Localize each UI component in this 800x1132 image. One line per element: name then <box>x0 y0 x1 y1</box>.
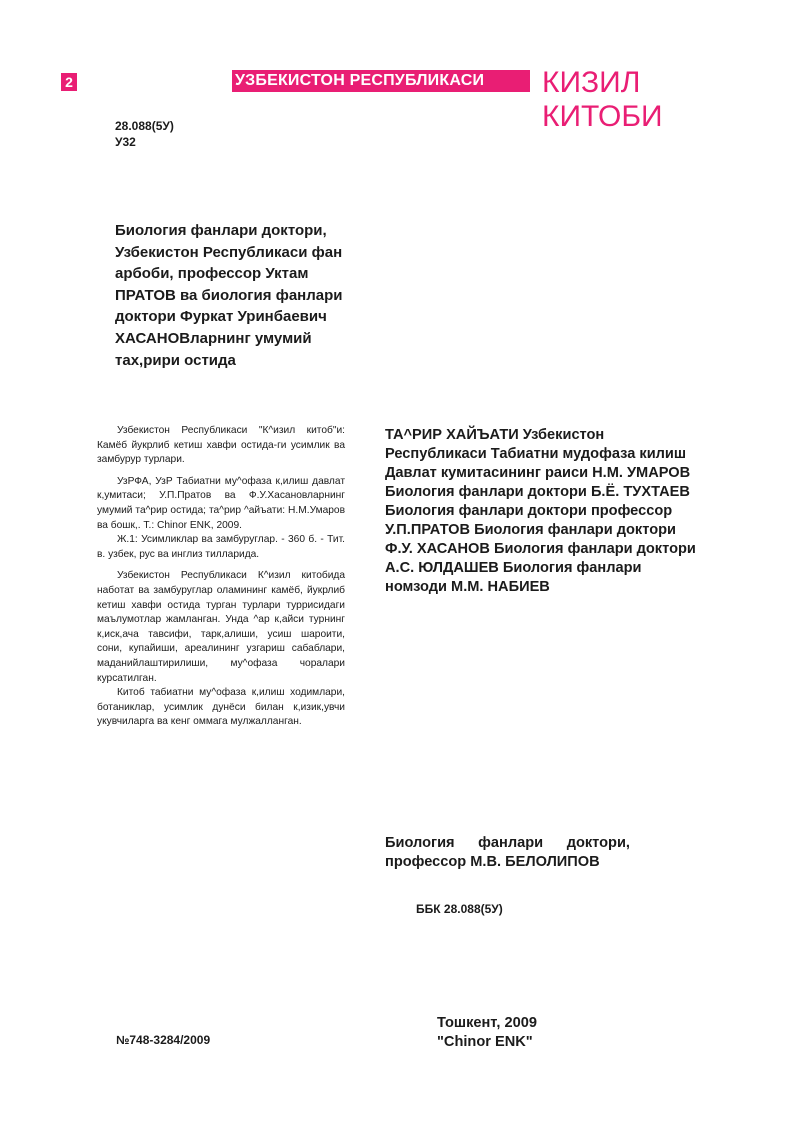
book-title-line2: КИТОБИ <box>542 100 663 133</box>
order-number: №748-3284/2009 <box>116 1033 211 1047</box>
bbk-code: ББК 28.088(5У) <box>416 902 503 916</box>
abstract-paragraph-publication: УзРФА, УзР Табиатни му^офаза к,илиш давлат к,умитаси; У.П.Пратов ва Ф.У.Хасановларнинг умумий та^рир остида; та^рир ^айъати: Н.М.Умаров ва бошк,. Т.: Chinor ENK, 2009. <box>97 475 345 531</box>
reviewer: Биология фанлари доктори, профессор М.В. БЕЛОЛИПОВ <box>385 835 630 870</box>
abstract-paragraph-content: Узбекистон Республикаси К^изил китобида наботат ва замбуруглар оламининг камёб, йукрлиб кетиш хавфи остида турган турлари туррисидаги маълумотлар жамланган. Унда ^ар к,айси турнинг к,иск,ача тавсифи, тарк,алиши, усиш шароити, сони, купайиши, ареалининг узгариш сабаблари, маданийлаштирилиши, му^офаза чоралари курсатилган. <box>97 570 345 684</box>
editors-statement: Биология фанлари доктори, Узбекистон Республикаси фан арбоби, профессор Уктам ПРАТОВ ва биология фанлари доктори Фуркат Уринбаевич ХАСАНОВларнинг умумий тах,рири остида <box>115 222 343 369</box>
editorial-board: ТА^РИР ХАЙЪАТИ Узбекистон Республикаси Табиатни мудофаза килиш Давлат кумитасининг раиси Н.М. УМАРОВ Биология фанлари доктори Б.Ё. ТУХТАЕВ Биология фанлари доктори профессор У.П.ПРАТОВ Биология фанлари доктори Ф.У. ХАСАНОВ Биология фанлари доктори А.С. ЮЛДАШЕВ Биология фанлари номзоди М.М. НАБИЕВ <box>385 427 696 595</box>
publisher-name: "Chinor ENK" <box>437 1034 533 1050</box>
abstract-block <box>97 424 345 737</box>
page-number: 2 <box>61 73 77 91</box>
abstract-paragraph-volume: Ж.1: Усимликлар ва замбуруглар. - 360 б. - Тит. в. узбек, рус ва инглиз тилларида. <box>97 534 345 560</box>
abstract-paragraph-title: Узбекистон Республикаси "К^изил китоб"и: Камёб йукрлиб кетиш хавфи остида-ги усимлик ва замбурур турлари. <box>97 425 345 466</box>
library-code: У32 <box>115 135 136 149</box>
classification-codes <box>115 118 174 150</box>
abstract-paragraph-audience: Китоб табиатни му^офаза к,илиш ходимлари, ботаниклар, усимлик дунёси билан к,изик,увчи укувчиларга ва кенг оммага мулжалланган. <box>97 687 345 728</box>
udc-code: 28.088(5У) <box>115 119 174 133</box>
header-banner: УЗБЕКИСТОН РЕСПУБЛИКАСИ <box>232 70 530 92</box>
publisher-city-year: Тошкент, 2009 <box>437 1015 537 1031</box>
publisher-info <box>437 1014 537 1052</box>
book-title-line1: КИЗИЛ <box>542 66 641 99</box>
book-title <box>542 66 663 134</box>
